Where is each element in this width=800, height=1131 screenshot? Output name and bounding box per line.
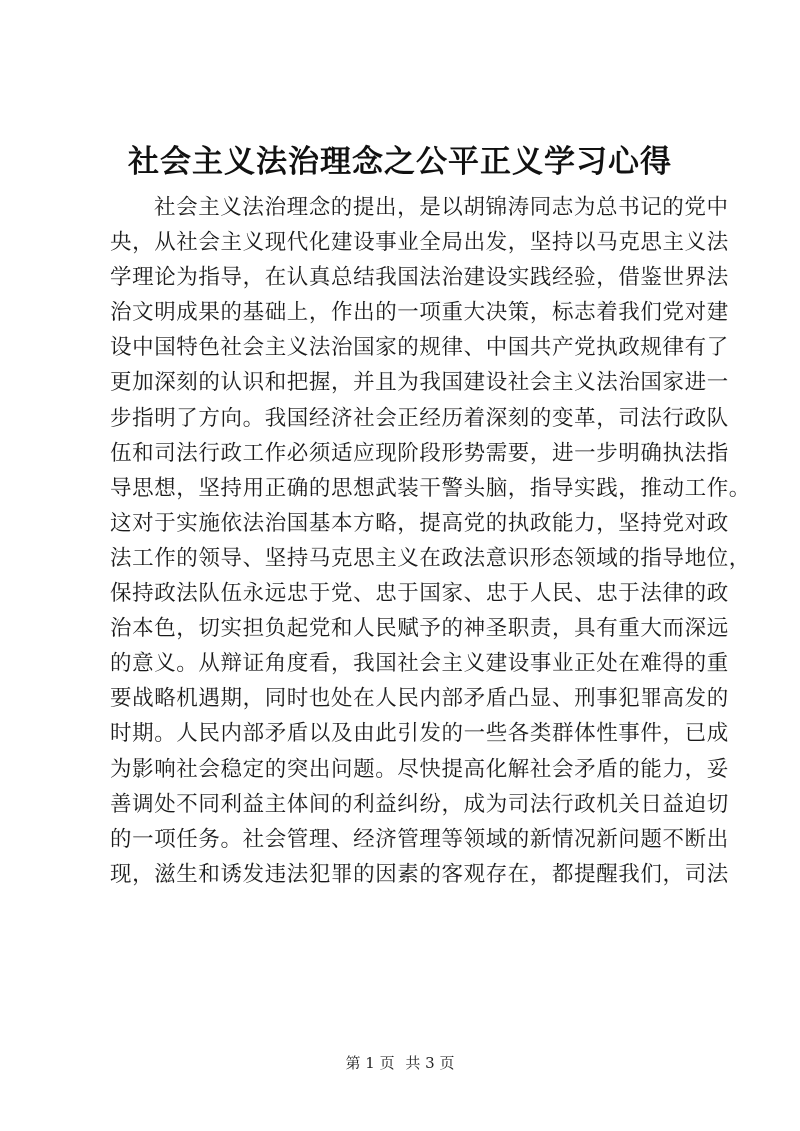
page-total: 共 3 页 bbox=[405, 1054, 455, 1072]
text-line: 现，滋生和诱发违法犯罪的因素的客观存在，都提醒我们，司法 bbox=[110, 861, 729, 887]
text-line: 法工作的领导、坚持马克思主义在政法意识形态领域的指导地位， bbox=[110, 545, 751, 571]
text-line: 善调处不同利益主体间的利益纠纷，成为司法行政机关日益迫切 bbox=[110, 791, 729, 817]
text-line: 学理论为指导，在认真总结我国法治建设实践经验，借鉴世界法 bbox=[110, 265, 729, 291]
text-line: 治文明成果的基础上，作出的一项重大决策，标志着我们党对建 bbox=[110, 300, 729, 326]
text-line: 时期。人民内部矛盾以及由此引发的一些各类群体性事件，已成 bbox=[110, 721, 729, 747]
text-line: 设中国特色社会主义法治国家的规律、中国共产党执政规律有了 bbox=[110, 335, 729, 361]
text-line: 社会主义法治理念的提出，是以胡锦涛同志为总书记的党中 bbox=[154, 195, 729, 220]
text-line: 的一项任务。社会管理、经济管理等领域的新情况新问题不断出 bbox=[110, 826, 729, 852]
text-line: 治本色，切实担负起党和人民赋予的神圣职责，具有重大而深远 bbox=[110, 616, 729, 642]
body-paragraph bbox=[110, 190, 751, 892]
text-line: 为影响社会稳定的突出问题。尽快提高化解社会矛盾的能力，妥 bbox=[110, 756, 729, 782]
text-line: 的意义。从辩证角度看，我国社会主义建设事业正处在难得的重 bbox=[110, 651, 729, 677]
page-footer bbox=[0, 1053, 800, 1073]
page-number: 第 1 页 bbox=[345, 1054, 395, 1072]
document-title: 社会主义法治理念之公平正义学习心得 bbox=[128, 144, 672, 180]
text-line: 这对于实施依法治国基本方略，提高党的执政能力，坚持党对政 bbox=[110, 510, 729, 536]
text-line: 导思想，坚持用正确的思想武装干警头脑，指导实践，推动工作。 bbox=[110, 475, 751, 501]
text-line: 伍和司法行政工作必须适应现阶段形势需要，进一步明确执法指 bbox=[110, 440, 729, 466]
text-line: 央，从社会主义现代化建设事业全局出发，坚持以马克思主义法 bbox=[110, 230, 729, 256]
text-line: 更加深刻的认识和把握，并且为我国建设社会主义法治国家进一 bbox=[110, 370, 729, 396]
text-line: 步指明了方向。我国经济社会正经历着深刻的变革，司法行政队 bbox=[110, 405, 729, 431]
text-line: 要战略机遇期，同时也处在人民内部矛盾凸显、刑事犯罪高发的 bbox=[110, 686, 729, 712]
text-line: 保持政法队伍永远忠于党、忠于国家、忠于人民、忠于法律的政 bbox=[110, 581, 729, 607]
